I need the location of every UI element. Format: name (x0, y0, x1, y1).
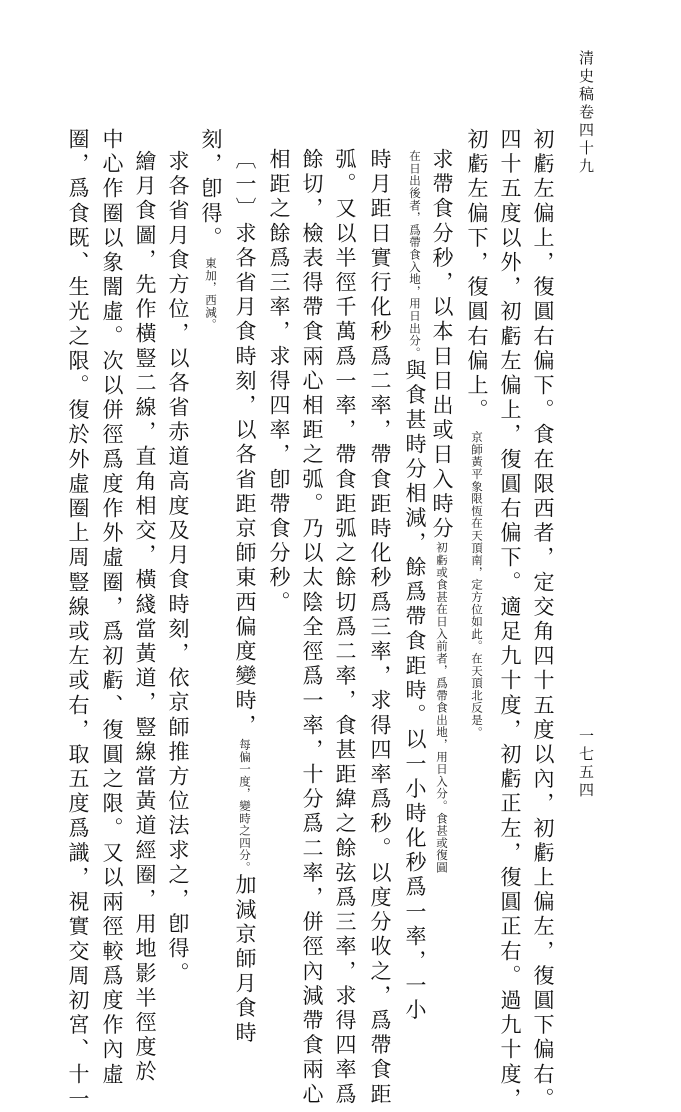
text-column-4 (431, 148, 452, 874)
text-column-12 (167, 150, 188, 986)
main-text: 繪月食圖，先作橫豎二線，直角相交，橫綫當黃道，豎線當黃道經圈，用地影半徑度於 (133, 150, 157, 1085)
text-column-13 (134, 150, 155, 1085)
text-column-9 (268, 148, 289, 615)
text-column-15 (67, 128, 88, 1112)
annotation-text: 初虧或食甚在日入前者，爲帶食出地，用日入分。食甚或復圓 (435, 541, 449, 874)
main-text: 時月距日實行化秒爲二率，帶食距時化秒爲三率，求得四率爲秒。以度分收之，爲帶食距 (368, 148, 392, 1108)
page-number: 一七五四 (577, 728, 595, 800)
main-text: 弧。又以半徑千萬爲一率，帶食距弧之餘切爲二率，食甚距緯之餘弦爲三率，求得四率爲 (333, 148, 357, 1108)
main-text: 〔一〕求各省月食時刻，以各省距京師東西偏度變時， (233, 148, 257, 739)
text-column-11 (200, 128, 221, 331)
main-text: 初虧左偏下，復圓右偏上。 (465, 128, 489, 424)
main-text: 餘切，檢表得帶食兩心相距之弧。乃以太陰全徑爲一率，十分爲二率，併徑內減帶食兩心 (300, 148, 324, 1108)
text-column-14 (101, 128, 122, 1087)
text-column-1 (532, 128, 553, 1112)
main-text-continued: 加減京師月食時 (233, 873, 257, 1046)
text-column-8 (301, 148, 322, 1107)
annotation-text: 京師黃平象限恆在天頂南，定方位如此。在天頂北反是。 (470, 431, 484, 739)
main-text: 刻，卽得。 (199, 128, 223, 251)
annotation-text: 東加，西減。 (204, 257, 218, 331)
main-text: 四十五度以外，初虧左偏上，復圓右偏下。適足九十度，初虧正左，復圓正右。過九十度， (498, 128, 522, 1112)
text-column-3 (466, 128, 487, 739)
text-column-7 (334, 148, 355, 1107)
text-column-5 (404, 150, 425, 1023)
annotation-text: 每偏一度，變時之四分。 (238, 738, 252, 874)
main-text: 求各省月食方位，以各省赤道高度及月食時刻，依京師推方位法求之，卽得。 (166, 150, 190, 987)
annotation-text: 在日出後者，爲帶食入地，用日出分。 (408, 150, 422, 360)
text-column-10 (234, 148, 255, 1046)
text-column-2 (499, 128, 520, 1112)
running-header-title: 清史稿卷四十九 (577, 50, 595, 176)
main-text: 初虧左偏上，復圓右偏下。食在限西者，定交角四十五度以內，初虧上偏左，復圓下偏右。 (531, 128, 555, 1112)
main-text: 求帶食分秒，以本日日出或日入時分 (430, 148, 454, 542)
main-text: 與食甚時分相減，餘爲帶食距時。以一小時化秒爲一率，一小 (403, 359, 427, 1024)
main-text: 中心作圈以象闇虛。次以併徑爲度作外虛圈，爲初虧、復圓之限。又以兩徑較爲度作內虛 (100, 128, 124, 1088)
text-column-6 (369, 148, 390, 1107)
main-text: 圈，爲食既、生光之限。復於外虛圈上周豎線或左或右，取五度爲識，視實交周初宮、十一 (66, 128, 90, 1112)
main-text: 相距之餘爲三率，求得四率，卽帶食分秒。 (267, 148, 291, 616)
